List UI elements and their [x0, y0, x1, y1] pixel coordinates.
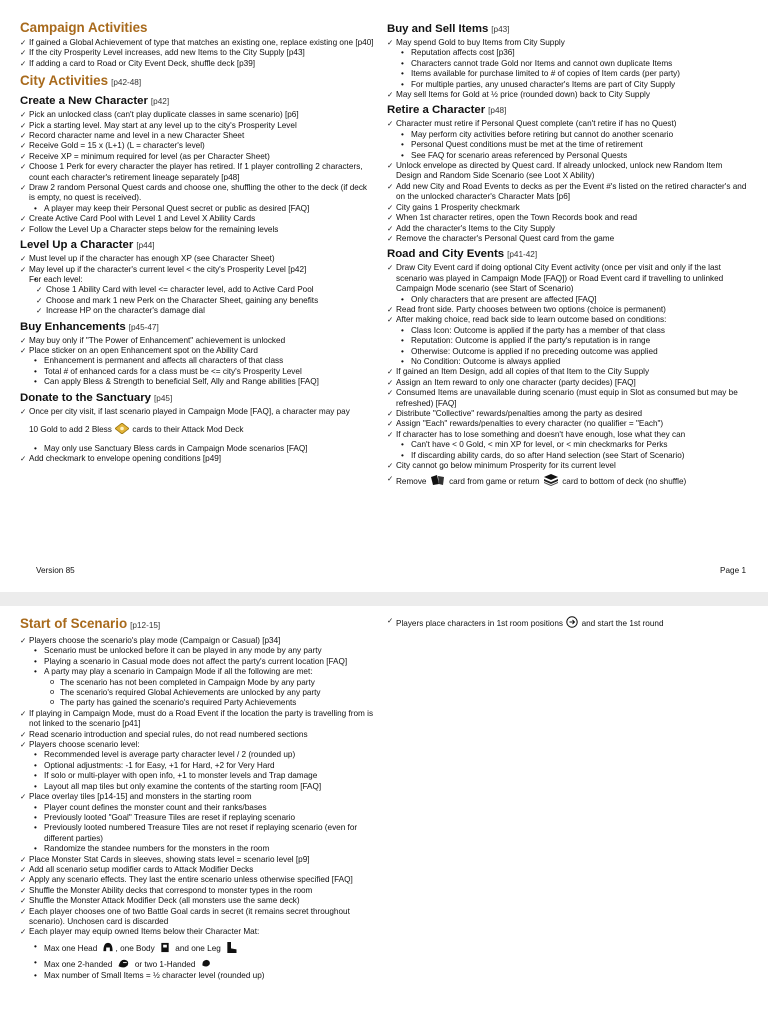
bullet-item: • Reputation: Outcome is applied if the party's reputation is in range: [387, 336, 749, 346]
page-gap: [0, 592, 768, 606]
sub-bullet-item: o The party has gained the scenario's required Party Achievements: [20, 698, 375, 708]
check-item: ✓ Shuffle the Monster Attack Modifier Deck (all monsters use the same deck): [20, 896, 375, 906]
check-item: ✓ Players choose scenario level:: [20, 740, 375, 750]
check-item: ✓ Each player chooses one of two Battle Goal cards in secret (it remains secret throughout scenario). Unchosen card is discarded: [20, 907, 375, 928]
card-deck-icon: [543, 474, 559, 486]
check-item: ✓ Remove the character's Personal Quest card from the game: [387, 234, 749, 244]
bullet-item: • Max number of Small Items = ½ character level (rounded up): [20, 971, 375, 981]
bullet-item: • May perform city activities before retiring but cannot do another scenario: [387, 130, 749, 140]
page1-left-column: [20, 20, 375, 464]
one-hand-icon: [199, 958, 213, 969]
bullet-item: • Only characters that are present are affected [FAQ]: [387, 295, 749, 305]
check-item: ✓ Place sticker on an open Enhancement spot on the Ability Card: [20, 346, 375, 356]
check-item: ✓ Players place characters in 1st room positions and start the 1st round: [387, 616, 749, 629]
check-item: ✓ If the city Prosperity Level increases, add new Items to the City Supply [p43]: [20, 48, 375, 58]
check-item: ✓ Assign an Item reward to only one character (party decides) [FAQ]: [387, 378, 749, 388]
bullet-item: • Enhancement is permanent and affects all characters of that class: [20, 356, 375, 366]
bullet-item: • Recommended level is average party character level / 2 (rounded up): [20, 750, 375, 760]
bullet-item: • Characters cannot trade Gold nor Items and cannot own duplicate Items: [387, 59, 749, 69]
sub-bullet-item: o The scenario has not been completed in Campaign Mode by any party: [20, 678, 375, 688]
start-of-scenario-heading: Start of Scenario [p12-15]: [20, 616, 161, 631]
check-item: ✓ Consumed Items are unavailable during scenario (must equip in Slot as consumed but may be refreshed) [FAQ]: [387, 388, 749, 409]
check-item: ✓ May spend Gold to buy Items from City Supply: [387, 38, 749, 48]
bullet-item: • No Condition: Outcome is always applied: [387, 357, 749, 367]
bullet-item: • A player may keep their Personal Quest secret or public as desired [FAQ]: [20, 204, 375, 214]
buy-enhancements-heading: Buy Enhancements [p45-47]: [20, 320, 159, 333]
check-item: ✓ Remove card from game or return card to bottom of deck (no shuffle): [387, 474, 749, 487]
check-item: ✓ If gained an Item Design, add all copies of that Item to the City Supply: [387, 367, 749, 377]
page-2: [0, 608, 768, 1024]
check-item: ✓ If gained a Global Achievement of type that matches an existing one, replace existing one [p40]: [20, 38, 375, 48]
buy-sell-heading: Buy and Sell Items [p43]: [387, 23, 510, 35]
bullet-item: • May only use Sanctuary Bless cards in Campaign Mode scenarios [FAQ]: [20, 444, 375, 454]
check-item: ✓ Assign "Each" rewards/penalties to every character (no qualifier = "Each"): [387, 419, 749, 429]
bullet-item: • Playing a scenario in Casual mode does not affect the party's current location [FAQ]: [20, 657, 375, 667]
bullet-item: • Optional adjustments: -1 for Easy, +1 for Hard, +2 for Very Hard: [20, 761, 375, 771]
bullet-item: • If solo or multi-player with open info, +1 to monster levels and Trap damage: [20, 771, 375, 781]
check-item: ✓ Draw City Event card if doing optional City Event activity (once per visit and only if the last scenario was played in Campaign Mode [FAQ]) or Road Event card if travelling to unlinked Campaign Mode scenario (see Start of Scenario): [387, 263, 749, 294]
create-character-heading: Create a New Character [p42]: [20, 95, 170, 108]
level-up-heading: Level Up a Character [p44]: [20, 239, 155, 252]
city-activities-heading: City Activities [p42-48]: [20, 73, 142, 89]
leg-slot-icon: [224, 942, 238, 953]
bullet-item: • For each level:: [20, 275, 375, 285]
check-item: ✓ Place Monster Stat Cards in sleeves, showing stats level = scenario level [p9]: [20, 855, 375, 865]
check-item: ✓ Pick a starting level. May start at any level up to the city's Prosperity Level: [20, 121, 375, 131]
page2-left-column: [20, 616, 375, 981]
check-item: ✓ Add checkmark to envelope opening conditions [p49]: [20, 454, 375, 464]
check-item: ✓ Character must retire if Personal Quest complete (can't retire if has no Quest): [387, 119, 749, 129]
bullet-item: • Previously looted "Goal" Treasure Tiles are reset if replaying scenario: [20, 813, 375, 823]
bullet-item: • Reputation affects cost [p36]: [387, 48, 749, 58]
check-item: ✓ Receive Gold = 15 x (L+1) (L = character's level): [20, 141, 375, 151]
check-item: ✓ City cannot go below minimum Prosperity for its current level: [387, 461, 749, 471]
check-item: ✓ Must level up if the character has enough XP (see Character Sheet): [20, 254, 375, 264]
bullet-item: • Max one Head , one Body and one Leg: [20, 942, 375, 954]
road-city-events-heading: Road and City Events [p41-42]: [387, 248, 538, 261]
bullet-item: • For multiple parties, any unused character's Items are part of City Supply: [387, 80, 749, 90]
bullet-item: • Can't have < 0 Gold, < min XP for level, or < min checkmarks for Perks: [387, 440, 749, 450]
bullet-item: • If discarding ability cards, do so after Hand selection (see Start of Scenario): [387, 451, 749, 461]
check-item: ✓ City gains 1 Prosperity checkmark: [387, 203, 749, 213]
body-slot-icon: [158, 942, 172, 953]
bullet-item: • A party may play a scenario in Campaign Mode if all the following are met:: [20, 667, 375, 677]
sub-bullet-item: o The scenario's required Global Achievements are unlocked by any party: [20, 688, 375, 698]
bullet-item: • Can apply Bless & Strength to beneficial Self, Ally and Range abilities [FAQ]: [20, 377, 375, 387]
page2-right-column: [387, 616, 749, 629]
check-item: ✓ Distribute "Collective" rewards/penalties among the party as desired: [387, 409, 749, 419]
check-item: ✓ If adding a card to Road or City Event Deck, shuffle deck [p39]: [20, 59, 375, 69]
bullet-item: • Randomize the standee numbers for the monsters in the room: [20, 844, 375, 854]
check-item: ✓ When 1st character retires, open the Town Records book and read: [387, 213, 749, 223]
check-item: ✓ Receive XP = minimum required for level (as per Character Sheet): [20, 152, 375, 162]
check-item: ✓ Create Active Card Pool with Level 1 and Level X Ability Cards: [20, 214, 375, 224]
check-item: ✓ Pick an unlocked class (can't play duplicate classes in same scenario) [p6]: [20, 110, 375, 120]
event-card-icon: [430, 474, 446, 486]
check-item: ✓ Apply any scenario effects. They last the entire scenario unless otherwise specified [FAQ]: [20, 875, 375, 885]
retire-heading: Retire a Character [p48]: [387, 104, 507, 117]
check-item: ✓ Read scenario introduction and special rules, do not read numbered sections: [20, 730, 375, 740]
campaign-activities-heading: Campaign Activities: [20, 20, 148, 35]
bullet-item: • Class Icon: Outcome is applied if the party has a member of that class: [387, 326, 749, 336]
check-item: ✓ Add all scenario setup modifier cards to Attack Modifier Decks: [20, 865, 375, 875]
donate-line: 10 Gold to add 2 Bless cards to their Attack Mod Deck: [29, 424, 244, 434]
check-item: ✓ May sell Items for Gold at ½ price (rounded down) back to City Supply: [387, 90, 749, 100]
check-item: ✓ Once per city visit, if last scenario played in Campaign Mode [FAQ], a character may pay: [20, 407, 375, 417]
bullet-item: • Items available for purchase limited to # of copies of Item cards (per party): [387, 69, 749, 79]
head-slot-icon: [101, 942, 115, 953]
bullet-item: • Scenario must be unlocked before it can be played in any mode by any party: [20, 646, 375, 656]
check-item: ✓ Chose 1 Ability Card with level <= character level, add to Active Card Pool: [20, 285, 375, 295]
bullet-item: • Previously looted numbered Treasure Tiles are not reset if replaying scenario (even for different parties): [20, 823, 375, 844]
check-item: ✓ Shuffle the Monster Ability decks that correspond to monster types in the room: [20, 886, 375, 896]
check-item: ✓ Add the character's Items to the City Supply: [387, 224, 749, 234]
check-item: ✓ If character has to lose something and doesn't have enough, lose what they can: [387, 430, 749, 440]
check-item: ✓ Players choose the scenario's play mode (Campaign or Casual) [p34]: [20, 636, 375, 646]
two-hand-icon: [116, 958, 132, 969]
check-item: ✓ Record character name and level in a new Character Sheet: [20, 131, 375, 141]
page1-right-column: [387, 20, 749, 488]
bullet-item: • Otherwise: Outcome is applied if no preceding outcome was applied: [387, 347, 749, 357]
check-item: ✓ May level up if the character's current level < the city's Prosperity Level [p42]: [20, 265, 375, 275]
starting-position-icon: [566, 616, 578, 628]
bullet-item: • Player count defines the monster count and their ranks/bases: [20, 803, 375, 813]
check-item: ✓ Read front side. Party chooses between two options (choice is permanent): [387, 305, 749, 315]
check-item: ✓ If playing in Campaign Mode, must do a Road Event if the location the party is travelling from is not linked to the scenario [p41]: [20, 709, 375, 730]
version-label: Version 85: [36, 566, 75, 575]
check-item: ✓ May buy only if "The Power of Enhancement" achievement is unlocked: [20, 336, 375, 346]
check-item: ✓ After making choice, read back side to learn outcome based on conditions:: [387, 315, 749, 325]
bless-icon: [115, 423, 129, 434]
check-item: ✓ Unlock envelope as directed by Quest card. If already unlocked, unlock new Random Item Design and Random Side Scenario (see Loot X Ability): [387, 161, 749, 182]
check-item: ✓ Draw 2 random Personal Quest cards and choose one, shuffling the other to the deck (if deck is empty, no quest is received).: [20, 183, 375, 204]
bullet-item: • See FAQ for scenario areas referenced by Personal Quests: [387, 151, 749, 161]
bullet-item: • Layout all map tiles but only examine the contents of the starting room [FAQ]: [20, 782, 375, 792]
check-item: ✓ Follow the Level Up a Character steps below for the remaining levels: [20, 225, 375, 235]
check-item: ✓ Add new City and Road Events to decks as per the Event #'s listed on the retired character's and on the unlocked character's Character Mats [p6]: [387, 182, 749, 203]
check-item: ✓ Increase HP on the character's damage dial: [20, 306, 375, 316]
check-item: ✓ Place overlay tiles [p14-15] and monsters in the starting room: [20, 792, 375, 802]
check-item: ✓ Choose and mark 1 new Perk on the Character Sheet, gaining any benefits: [20, 296, 375, 306]
check-item: ✓ Choose 1 Perk for every character the player has retired. If 1 player controlling 2 characters, count each character's retirement lineage separately [p48]: [20, 162, 375, 183]
page-number: Page 1: [720, 566, 746, 575]
bullet-item: • Total # of enhanced cards for a class must be <= city's Prosperity Level: [20, 367, 375, 377]
bullet-item: • Max one 2-handed or two 1-Handed: [20, 958, 375, 970]
bullet-item: • Personal Quest conditions must be met at the time of retirement: [387, 140, 749, 150]
check-item: ✓ Each player may equip owned Items below their Character Mat:: [20, 927, 375, 937]
donate-sanctuary-heading: Donate to the Sanctuary [p45]: [20, 391, 173, 404]
